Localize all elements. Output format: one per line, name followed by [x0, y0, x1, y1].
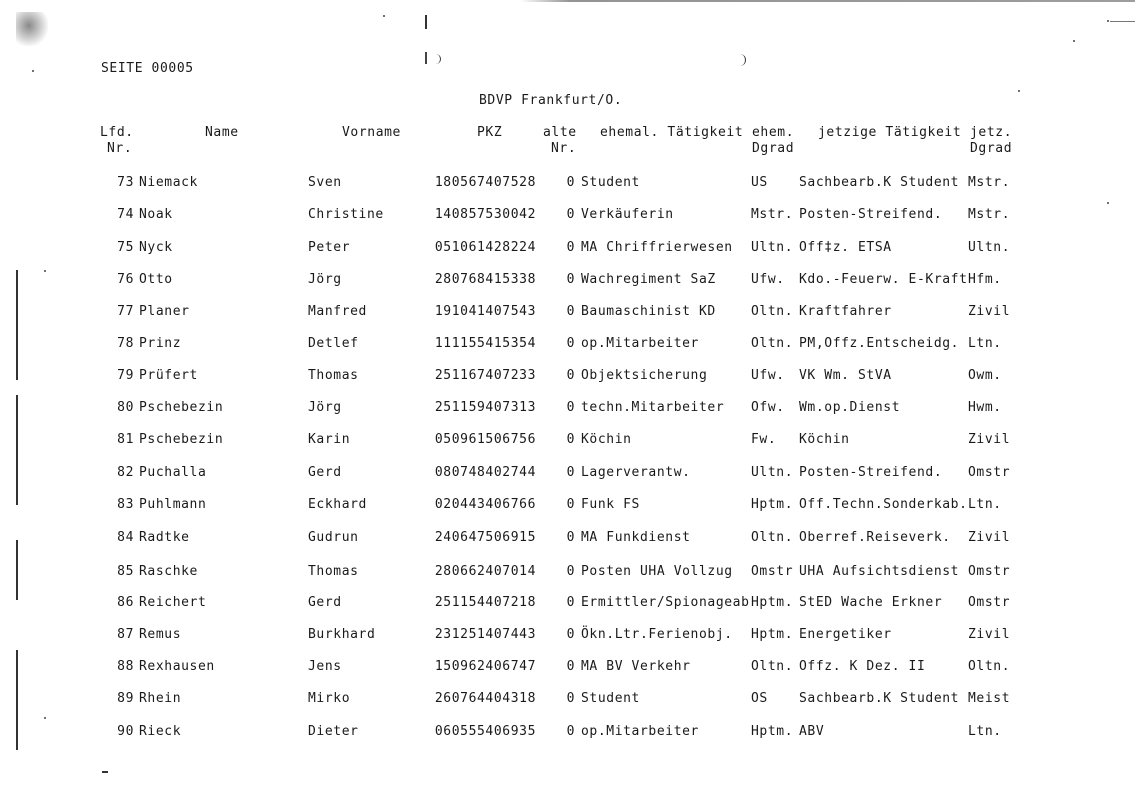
row-ehem-dgrad: Ultn. — [751, 465, 794, 480]
row-nr: 87 — [117, 627, 134, 642]
row-ehem-taetigkeit: Köchin — [581, 432, 632, 447]
row-nr: 80 — [117, 400, 134, 415]
row-jetzige-taetigkeit: UHA Aufsichtsdienst — [799, 564, 960, 579]
row-jetz-dgrad: Ltn. — [968, 336, 1002, 351]
scan-dot — [1018, 90, 1020, 92]
row-jetz-dgrad: Hfm. — [968, 272, 1002, 287]
row-jetzige-taetigkeit: Kdo.-Feuerw. E-Kraft — [799, 272, 968, 287]
row-ehem-taetigkeit: Wachregiment SaZ — [581, 272, 716, 287]
row-ehem-taetigkeit: techn.Mitarbeiter — [581, 400, 725, 415]
row-jetzige-taetigkeit: Kraftfahrer — [799, 304, 892, 319]
row-pkz: 180567407528 — [434, 175, 536, 190]
row-jetz-dgrad: Omstr — [968, 564, 1011, 579]
header-pkz: PKZ — [477, 125, 503, 140]
row-vorname: Jörg — [308, 400, 342, 415]
header-vorname: Vorname — [342, 125, 401, 140]
row-vorname: Gerd — [308, 465, 342, 480]
row-alte-nr: 0 — [566, 207, 575, 222]
row-name: Rhein — [139, 691, 182, 706]
row-jetzige-taetigkeit: ABV — [799, 724, 825, 739]
row-name: Radtke — [139, 530, 190, 545]
row-jetzige-taetigkeit: VK Wm. StVA — [799, 368, 892, 383]
row-jetz-dgrad: Omstr — [968, 595, 1011, 610]
row-pkz: 280662407014 — [434, 564, 536, 579]
row-name: Noak — [139, 207, 173, 222]
row-jetz-dgrad: Omstr — [968, 465, 1011, 480]
row-alte-nr: 0 — [566, 659, 575, 674]
row-nr: 82 — [117, 465, 134, 480]
punch-mark — [425, 15, 427, 29]
row-name: Reichert — [139, 595, 207, 610]
row-vorname: Detlef — [308, 336, 359, 351]
row-nr: 75 — [117, 240, 134, 255]
row-alte-nr: 0 — [566, 564, 575, 579]
row-ehem-taetigkeit: MA Funkdienst — [581, 530, 691, 545]
row-ehem-dgrad: Oltn. — [751, 304, 794, 319]
row-name: Otto — [139, 272, 173, 287]
row-jetzige-taetigkeit: Sachbearb.K Student — [799, 175, 960, 190]
row-alte-nr: 0 — [566, 400, 575, 415]
row-ehem-dgrad: Omstr — [751, 564, 794, 579]
row-jetz-dgrad: Ltn. — [968, 497, 1002, 512]
row-ehem-taetigkeit: Baumaschinist KD — [581, 304, 716, 319]
row-nr: 79 — [117, 368, 134, 383]
row-jetzige-taetigkeit: Off.Techn.Sonderkab. — [799, 497, 968, 512]
row-jetz-dgrad: Zivil — [968, 432, 1011, 447]
row-name: Puchalla — [139, 465, 207, 480]
row-alte-nr: 0 — [566, 272, 575, 287]
row-nr: 86 — [117, 595, 134, 610]
header-jetz-dgrad-2: Dgrad — [970, 141, 1013, 156]
row-ehem-taetigkeit: MA BV Verkehr — [581, 659, 691, 674]
row-nr: 81 — [117, 432, 134, 447]
row-jetz-dgrad: Owm. — [968, 368, 1002, 383]
row-jetzige-taetigkeit: Wm.op.Dienst — [799, 400, 901, 415]
punch-mark — [738, 54, 746, 66]
row-jetzige-taetigkeit: Köchin — [799, 432, 850, 447]
row-ehem-taetigkeit: Objektsicherung — [581, 368, 708, 383]
header-alte-nr: Nr. — [551, 141, 577, 156]
row-ehem-dgrad: Mstr. — [751, 207, 794, 222]
row-jetzige-taetigkeit: StED Wache Erkner — [799, 595, 943, 610]
row-alte-nr: 0 — [566, 627, 575, 642]
row-ehem-taetigkeit: op.Mitarbeiter — [581, 724, 699, 739]
scan-smudge — [16, 12, 48, 46]
row-pkz: 231251407443 — [434, 627, 536, 642]
row-jetz-dgrad: Oltn. — [968, 659, 1011, 674]
row-jetzige-taetigkeit: Posten-Streifend. — [799, 207, 943, 222]
row-vorname: Christine — [308, 207, 384, 222]
row-nr: 73 — [117, 175, 134, 190]
row-name: Puhlmann — [139, 497, 207, 512]
row-ehem-taetigkeit: Verkäuferin — [581, 207, 674, 222]
row-jetz-dgrad: Zivil — [968, 530, 1011, 545]
punch-mark — [425, 52, 427, 64]
row-ehem-dgrad: Oltn. — [751, 659, 794, 674]
row-ehem-dgrad: Ufw. — [751, 272, 785, 287]
row-jetz-dgrad: Zivil — [968, 304, 1011, 319]
header-ehem-taetigkeit: ehemal. Tätigkeit — [600, 125, 744, 140]
row-vorname: Peter — [308, 240, 351, 255]
scan-dot — [44, 270, 46, 272]
row-jetz-dgrad: Meist — [968, 691, 1011, 706]
row-name: Prinz — [139, 336, 182, 351]
scan-dot — [1073, 40, 1075, 42]
row-pkz: 020443406766 — [434, 497, 536, 512]
header-name: Name — [205, 125, 239, 140]
scan-dot — [44, 717, 46, 719]
row-alte-nr: 0 — [566, 336, 575, 351]
scan-dash — [102, 771, 108, 773]
row-pkz: 251159407313 — [434, 400, 536, 415]
row-pkz: 060555406935 — [434, 724, 536, 739]
row-vorname: Jens — [308, 659, 342, 674]
scan-dot — [383, 15, 385, 17]
row-name: Niemack — [139, 175, 198, 190]
row-vorname: Mirko — [308, 691, 351, 706]
row-name: Planer — [139, 304, 190, 319]
row-vorname: Thomas — [308, 564, 359, 579]
row-name: Pschebezin — [139, 432, 224, 447]
row-ehem-taetigkeit: Lagerverantw. — [581, 465, 691, 480]
scan-dot — [1107, 202, 1109, 204]
page-number: SEITE 00005 — [101, 61, 194, 76]
row-ehem-dgrad: Hptm. — [751, 627, 794, 642]
row-ehem-taetigkeit: Posten UHA Vollzug — [581, 564, 733, 579]
row-nr: 77 — [117, 304, 134, 319]
row-alte-nr: 0 — [566, 530, 575, 545]
scan-dot — [32, 70, 34, 72]
row-ehem-taetigkeit: MA Chriffrierwesen — [581, 240, 733, 255]
scan-margin-mark — [16, 270, 18, 380]
row-vorname: Gudrun — [308, 530, 359, 545]
row-nr: 88 — [117, 659, 134, 674]
row-pkz: 111155415354 — [434, 336, 536, 351]
row-alte-nr: 0 — [566, 368, 575, 383]
row-ehem-dgrad: Oltn. — [751, 336, 794, 351]
row-name: Raschke — [139, 564, 198, 579]
header-lfd: Lfd. — [100, 125, 134, 140]
row-alte-nr: 0 — [566, 691, 575, 706]
row-pkz: 050961506756 — [434, 432, 536, 447]
row-vorname: Burkhard — [308, 627, 376, 642]
row-ehem-dgrad: Hptm. — [751, 497, 794, 512]
row-nr: 90 — [117, 724, 134, 739]
row-pkz: 051061428224 — [434, 240, 536, 255]
row-jetz-dgrad: Ultn. — [968, 240, 1011, 255]
row-name: Prüfert — [139, 368, 198, 383]
row-vorname: Sven — [308, 175, 342, 190]
row-name: Rieck — [139, 724, 182, 739]
row-ehem-dgrad: Hptm. — [751, 595, 794, 610]
scan-edge-line — [520, 0, 1135, 2]
row-pkz: 240647506915 — [434, 530, 536, 545]
row-pkz: 140857530042 — [434, 207, 536, 222]
row-nr: 89 — [117, 691, 134, 706]
row-alte-nr: 0 — [566, 240, 575, 255]
row-name: Nyck — [139, 240, 173, 255]
row-jetzige-taetigkeit: Energetiker — [799, 627, 892, 642]
punch-mark — [433, 54, 441, 64]
row-jetzige-taetigkeit: PM,Offz.Entscheidg. — [799, 336, 960, 351]
row-alte-nr: 0 — [566, 304, 575, 319]
row-ehem-taetigkeit: Funk FS — [581, 497, 640, 512]
row-pkz: 191041407543 — [434, 304, 536, 319]
row-pkz: 280768415338 — [434, 272, 536, 287]
row-jetz-dgrad: Mstr. — [968, 175, 1011, 190]
row-ehem-dgrad: Ufw. — [751, 368, 785, 383]
row-jetzige-taetigkeit: Offz. K Dez. II — [799, 659, 926, 674]
row-vorname: Manfred — [308, 304, 367, 319]
row-nr: 84 — [117, 530, 134, 545]
row-pkz: 251167407233 — [434, 368, 536, 383]
header-jetz-dgrad: jetz. — [970, 125, 1013, 140]
row-pkz: 260764404318 — [434, 691, 536, 706]
header-ehem-dgrad-2: Dgrad — [752, 141, 795, 156]
row-jetzige-taetigkeit: Oberref.Reiseverk. — [799, 530, 951, 545]
organization-title: BDVP Frankfurt/O. — [479, 93, 623, 108]
row-vorname: Dieter — [308, 724, 359, 739]
row-nr: 85 — [117, 564, 134, 579]
scan-dash — [1110, 21, 1135, 22]
row-ehem-dgrad: Ultn. — [751, 240, 794, 255]
row-jetz-dgrad: Mstr. — [968, 207, 1011, 222]
row-pkz: 080748402744 — [434, 465, 536, 480]
row-ehem-dgrad: Ofw. — [751, 400, 785, 415]
row-alte-nr: 0 — [566, 595, 575, 610]
row-jetzige-taetigkeit: Posten-Streifend. — [799, 465, 943, 480]
row-jetz-dgrad: Zivil — [968, 627, 1011, 642]
row-ehem-dgrad: Fw. — [751, 432, 777, 447]
row-name: Rexhausen — [139, 659, 215, 674]
row-ehem-dgrad: OS — [751, 691, 768, 706]
scan-margin-mark — [16, 540, 18, 600]
row-alte-nr: 0 — [566, 175, 575, 190]
row-ehem-dgrad: Hptm. — [751, 724, 794, 739]
row-pkz: 251154407218 — [434, 595, 536, 610]
header-alte: alte — [543, 125, 577, 140]
header-lfd-nr: Nr. — [107, 141, 133, 156]
row-nr: 76 — [117, 272, 134, 287]
row-vorname: Eckhard — [308, 497, 367, 512]
row-ehem-taetigkeit: op.Mitarbeiter — [581, 336, 699, 351]
row-jetzige-taetigkeit: Sachbearb.K Student — [799, 691, 960, 706]
row-ehem-taetigkeit: Ökn.Ltr.Ferienobj. — [581, 627, 733, 642]
row-ehem-taetigkeit: Ermittler/Spionageab — [581, 595, 750, 610]
row-jetz-dgrad: Ltn. — [968, 724, 1002, 739]
header-jetzige-taetigkeit: jetzige Tätigkeit — [818, 125, 962, 140]
row-ehem-dgrad: Oltn. — [751, 530, 794, 545]
row-vorname: Jörg — [308, 272, 342, 287]
row-alte-nr: 0 — [566, 465, 575, 480]
row-alte-nr: 0 — [566, 432, 575, 447]
row-jetz-dgrad: Hwm. — [968, 400, 1002, 415]
row-name: Remus — [139, 627, 182, 642]
scan-margin-mark — [16, 395, 18, 505]
row-nr: 83 — [117, 497, 134, 512]
header-ehem-dgrad: ehem. — [752, 125, 795, 140]
row-ehem-taetigkeit: Student — [581, 691, 640, 706]
row-alte-nr: 0 — [566, 497, 575, 512]
row-vorname: Gerd — [308, 595, 342, 610]
row-vorname: Karin — [308, 432, 351, 447]
row-pkz: 150962406747 — [434, 659, 536, 674]
row-alte-nr: 0 — [566, 724, 575, 739]
scan-dot — [1107, 20, 1109, 22]
row-ehem-taetigkeit: Student — [581, 175, 640, 190]
row-name: Pschebezin — [139, 400, 224, 415]
row-vorname: Thomas — [308, 368, 359, 383]
row-nr: 78 — [117, 336, 134, 351]
row-jetzige-taetigkeit: Off‡z. ETSA — [799, 240, 892, 255]
row-nr: 74 — [117, 207, 134, 222]
scan-margin-mark — [16, 650, 18, 750]
row-ehem-dgrad: US — [751, 175, 768, 190]
